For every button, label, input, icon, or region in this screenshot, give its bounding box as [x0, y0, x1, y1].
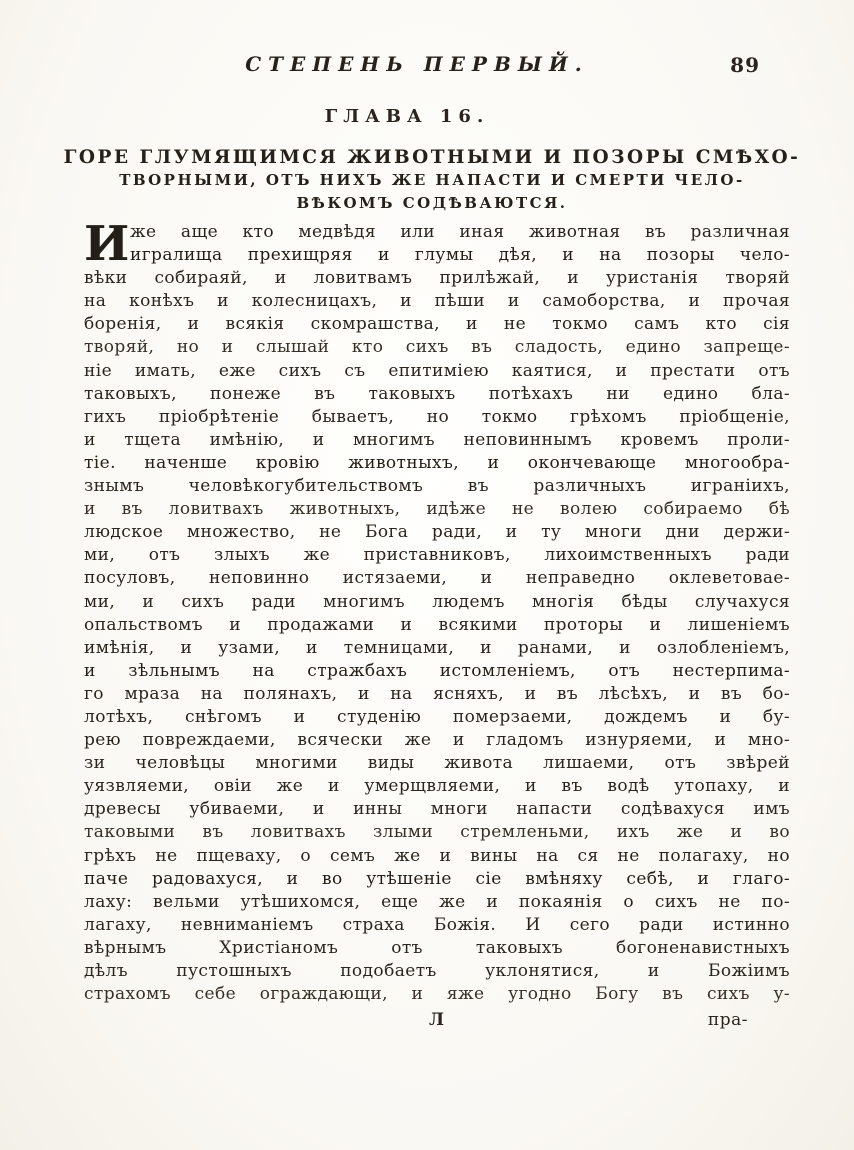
body-line: зи человѣцы многими виды живота лишаеми, отъ звѣрей	[84, 753, 790, 774]
body-line: ми, и сихъ ради многимъ людемъ многія бѣды случахуся	[84, 591, 790, 612]
section-title	[60, 146, 804, 215]
body-line: вѣки собираяй, и ловитвамъ прилѣжай, и уристанія творяй	[84, 268, 790, 289]
body-line: лотѣхъ, снѣгомъ и студенію померзаеми, дождемъ и бу-	[84, 706, 790, 727]
body-line: и зѣльнымъ на стражбахъ истомленіемъ, отъ нестерпима-	[84, 660, 790, 681]
body-line: игралища прехищряя и глумы дѣя, и на позоры чело-	[130, 245, 790, 266]
body-line: вѣрнымъ Христіаномъ отъ таковыхъ богоненавистныхъ	[84, 937, 790, 958]
body-line: и въ ловитвахъ животныхъ, идѣже не волею собираемо бѣ	[84, 499, 790, 520]
body-line: людское множество, не Бога ради, и ту многи дни держи-	[84, 522, 790, 543]
section-title-line: ГОРЕ ГЛУМЯЩИМСЯ ЖИВОТНЫМИ И ПОЗОРЫ СМѢХО-	[63, 147, 801, 168]
body-line: уязвляеми, овіи же и умерщвляеми, и въ водѣ утопаху, и	[84, 776, 790, 797]
body-line: посуловъ, неповинно истязаеми, и неправедно оклеветовае-	[84, 568, 790, 589]
body-line: лагаху, невниманіемъ страха Божія. И сего ради истинно	[84, 914, 790, 935]
section-title-line: ВѢКОМЪ СОДѢВАЮТСЯ.	[296, 194, 568, 212]
body-line: древесы убиваеми, и инны многи напасти содѣвахуся имъ	[84, 799, 790, 820]
body-line: ніе имать, еже сихъ съ епитиміею каятися, и престати отъ	[84, 360, 790, 381]
running-header: СТЕПЕНЬ ПЕРВЫЙ.	[245, 52, 589, 76]
drop-cap-initial: И	[84, 216, 130, 272]
catchword: пра-	[707, 1010, 748, 1030]
chapter-heading: ГЛАВА 16.	[324, 106, 490, 127]
body-line: дѣлъ пустошныхъ подобаетъ уклонятися, и Божіимъ	[84, 961, 790, 981]
section-title-line: ТВОРНЫМИ, ОТЪ НИХЪ ЖЕ НАПАСТИ И СМЕРТИ ЧЕЛО-	[119, 171, 745, 189]
body-line: грѣхъ не пщеваху, о семъ же и вины на ся не полагаху, но	[84, 845, 790, 866]
body-text	[84, 216, 790, 1006]
page-number: 89	[730, 53, 760, 77]
running-header-row	[84, 52, 790, 82]
footer-row	[84, 1010, 790, 1036]
body-line: тіе. наченше кровію животныхъ, и окончевающе многообра-	[84, 452, 790, 473]
body-line: таковыми въ ловитвахъ злыми стремленьми, ихъ же и во	[84, 822, 790, 843]
body-line: паче радовахуся, и во утѣшеніе сіе вмѣняху себѣ, и глаго-	[84, 868, 790, 889]
body-line: имѣнія, и узами, и темницами, и ранами, и озлобленіемъ,	[84, 637, 790, 658]
body-line: боренія, и всякія скомрашства, и не токмо самъ кто сія	[84, 314, 790, 335]
body-line: таковыхъ, понеже въ таковыхъ потѣхахъ ни едино бла-	[84, 383, 790, 404]
body-line: же аще кто медвѣдя или иная животная въ различная	[130, 222, 790, 242]
signature-mark: Л	[428, 1010, 446, 1030]
body-line: гихъ пріобрѣтеніе бываетъ, но токмо грѣхомъ пріобщеніе,	[84, 406, 790, 427]
body-line: лаху: вельми утѣшихомся, еще же и покаянія о сихъ не по-	[84, 891, 790, 912]
body-line: опальствомъ и продажами и всякими проторы и лишеніемъ	[84, 614, 790, 635]
body-line: и тщета имѣнію, и многимъ неповиннымъ кровемъ проли-	[84, 429, 790, 450]
body-line: рею повреждаеми, всячески же и гладомъ изнуряеми, и мно-	[84, 730, 790, 751]
body-line: знымъ человѣкогубительствомъ въ различныхъ играніихъ,	[84, 476, 790, 497]
body-line: ми, отъ злыхъ же приставниковъ, лихоимственныхъ ради	[84, 545, 790, 566]
body-line: творяй, но и слышай кто сихъ въ сладость, едино запреще-	[84, 337, 790, 358]
body-line: страхомъ себе ограждающи, и яже угодно Богу въ сихъ у-	[84, 984, 790, 1005]
body-line: го мраза на полянахъ, и на ясняхъ, и въ лѣсѣхъ, и въ бо-	[84, 683, 790, 704]
body-line: на конѣхъ и колесницахъ, и пѣши и самоборства, и прочая	[84, 291, 790, 312]
